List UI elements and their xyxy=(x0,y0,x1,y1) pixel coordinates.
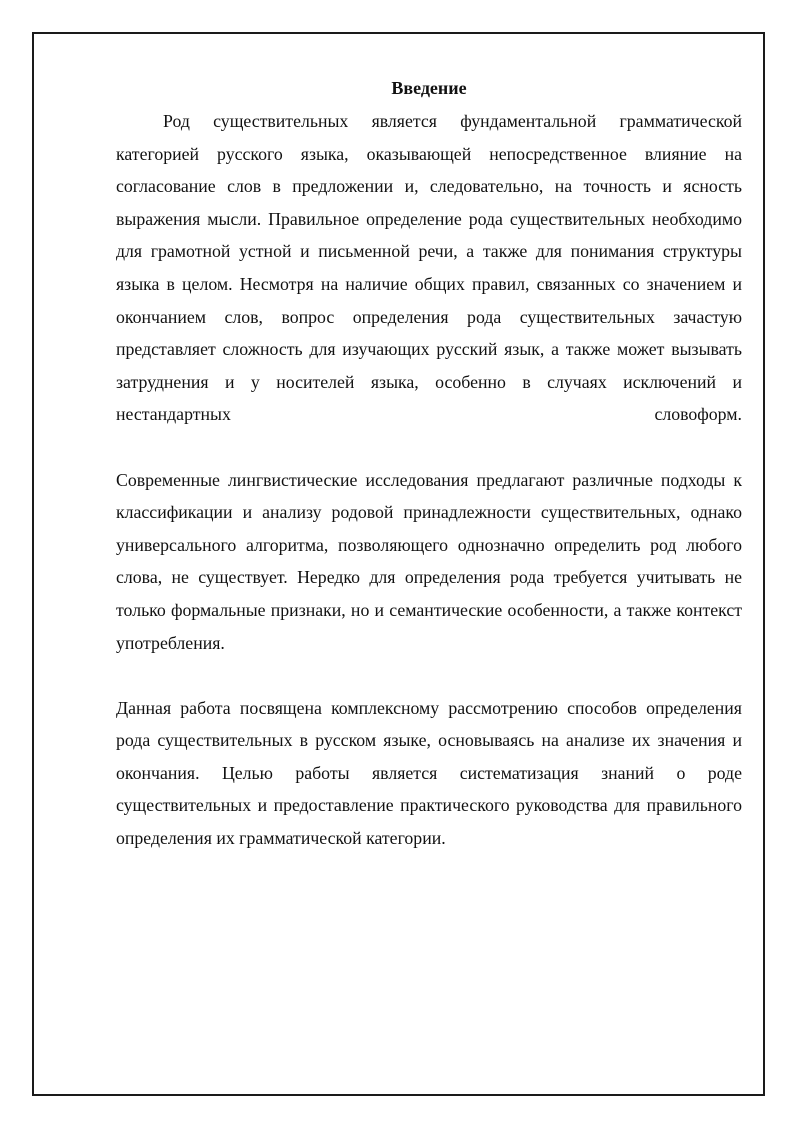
paragraph-3: Данная работа посвящена комплексному рассмотрению способов определения рода существительных в русском языке, основываясь на анализе их значения и окончания. Целью работы является систематизация знаний о роде существительных и предоставление практического руководства для правильного определения их грамматической категории. xyxy=(116,697,742,849)
paragraph-2: Современные лингвистические исследования предлагают различные подходы к классификации и анализу родовой принадлежности существительных, однако универсального алгоритма, позволяющего однозначно определить род любого слова, не существует. Нередко для определения рода требуется учитывать не только формальные признаки, но и семантические особенности, а также контекст употребления. xyxy=(116,469,742,653)
paragraph-spacer xyxy=(116,431,742,464)
document-title: Введение xyxy=(391,78,467,98)
paragraph-1: Род существительных является фундаментальной грамматической категорией русского языка, оказывающей непосредственное влияние на согласование слов в предложении и, следовательно, на точность и ясность выражения мысли. Правильное определение рода существительных необходимо для грамотной устной и письменной речи, а также для понимания структуры языка в целом. Несмотря на наличие общих правил, связанных со значением и окончанием слов, вопрос определения рода существительных зачастую представляет сложность для изучающих русский язык, а также может вызывать затруднения и у носителей языка, особенно в случаях исключений и нестандартных словоформ. xyxy=(116,111,742,425)
paragraph-spacer xyxy=(116,659,742,692)
document-body xyxy=(116,75,742,855)
